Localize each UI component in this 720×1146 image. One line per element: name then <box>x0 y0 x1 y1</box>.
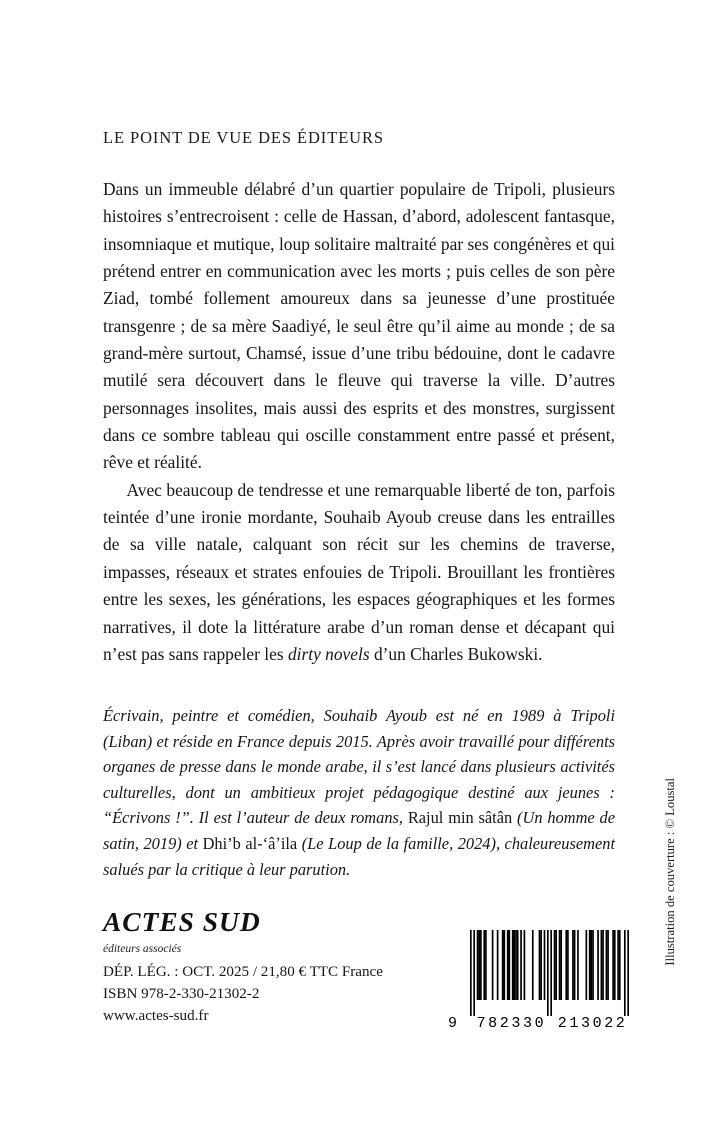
blurb-emphasis-dirty-novels: dirty novels <box>287 643 370 664</box>
barcode-lead-digit: 9 <box>448 1015 458 1032</box>
blurb-paragraph-2 <box>103 477 615 668</box>
legal-deposit-and-price: DÉP. LÉG. : OCT. 2025 / 21,80 € TTC France <box>103 964 383 980</box>
barcode-bars <box>470 928 629 1032</box>
author-biography-paragraph <box>103 703 615 882</box>
publisher-blurb <box>103 176 615 668</box>
svg-text:782330 213022: 782330 213022 <box>476 1015 628 1032</box>
blurb-paragraph-2-text-before: Avec beaucoup de tendresse et une remarquable liberté de ton, parfois teintée d’une ironie mordante, Souhaib Ayoub creuse dans les entrailles de sa ville natale, calquant son récit sur les chemins de traverse, impasses, réseaux et strates enfouies de Tripoli. Brouillant les frontières entre les sexes, les générations, les espaces géographiques et les formes narratives, il dote la littérature arabe d’un roman dense et décapant qui n’est pas sans rappeler les <box>103 479 615 664</box>
biography-text-part-2: (Un homme de satin, 2019) et <box>103 808 616 853</box>
publisher-logo <box>103 908 261 955</box>
editors-viewpoint-heading: LE POINT DE VUE DES ÉDITEURS <box>103 128 384 147</box>
blurb-paragraph-1 <box>103 176 615 477</box>
blurb-paragraph-1-text: Dans un immeuble délabré d’un quartier populaire de Tripoli, plusieurs histoires s’entrecroisent : celle de Hassan, d’abord, adolescent fantasque, insomniaque et mutique, loup solitaire maltraité par ses congénères et qui prétend entrer en communication avec les morts ; puis celles de son père Ziad, tombé follement amoureux dans sa jeunesse d’une prostituée transgenre ; de sa mère Saadiyé, le seul être qu’il aime au monde ; de sa grand-mère surtout, Chamsé, issue d’une tribu bédouine, dont le cadavre mutilé sera découvert dans le fleuve qui traverse la ville. D’autres personnages insolites, mais aussi des esprits et des monstres, surgissent dans ce sombre tableau qui oscille constamment entre passé et présent, rêve et réalité. <box>103 179 615 473</box>
legal-information <box>103 961 383 1028</box>
biography-text-part-3: (Le Loup de la famille, 2024), chaleureusement salués par la critique à leur parution. <box>103 833 615 879</box>
publisher-subtitle: éditeurs associés <box>103 942 182 955</box>
publisher-website: www.actes-sud.fr <box>103 1008 209 1025</box>
blurb-paragraph-2-text-after: d’un Charles Bukowski. <box>369 643 543 664</box>
publisher-name: ACTES SUD <box>103 906 261 937</box>
biography-text-part-1: Écrivain, peintre et comédien, Souhaib Ayoub est né en 1989 à Tripoli (Liban) et réside en France depuis 2015. Après avoir travaillé pour différents organes de presse dans le monde arabe, il s’est lancé dans plusieurs activités culturelles, dont un ambitieux projet pédagogique destiné aux jeunes : “Écrivons !”. Il est l’auteur de deux romans, <box>103 706 615 828</box>
author-biography <box>103 703 615 882</box>
book-title-dhib-al-aila: Dhi’b al-ʻâʼila <box>202 833 298 853</box>
cover-illustration-credit: Illustration de couverture : © Loustal <box>663 778 677 966</box>
ean13-barcode <box>443 928 629 1032</box>
book-title-rajul-min-satan: Rajul min sâtân <box>407 808 513 828</box>
isbn-line: ISBN 978-2-330-21302-2 <box>103 986 260 1003</box>
